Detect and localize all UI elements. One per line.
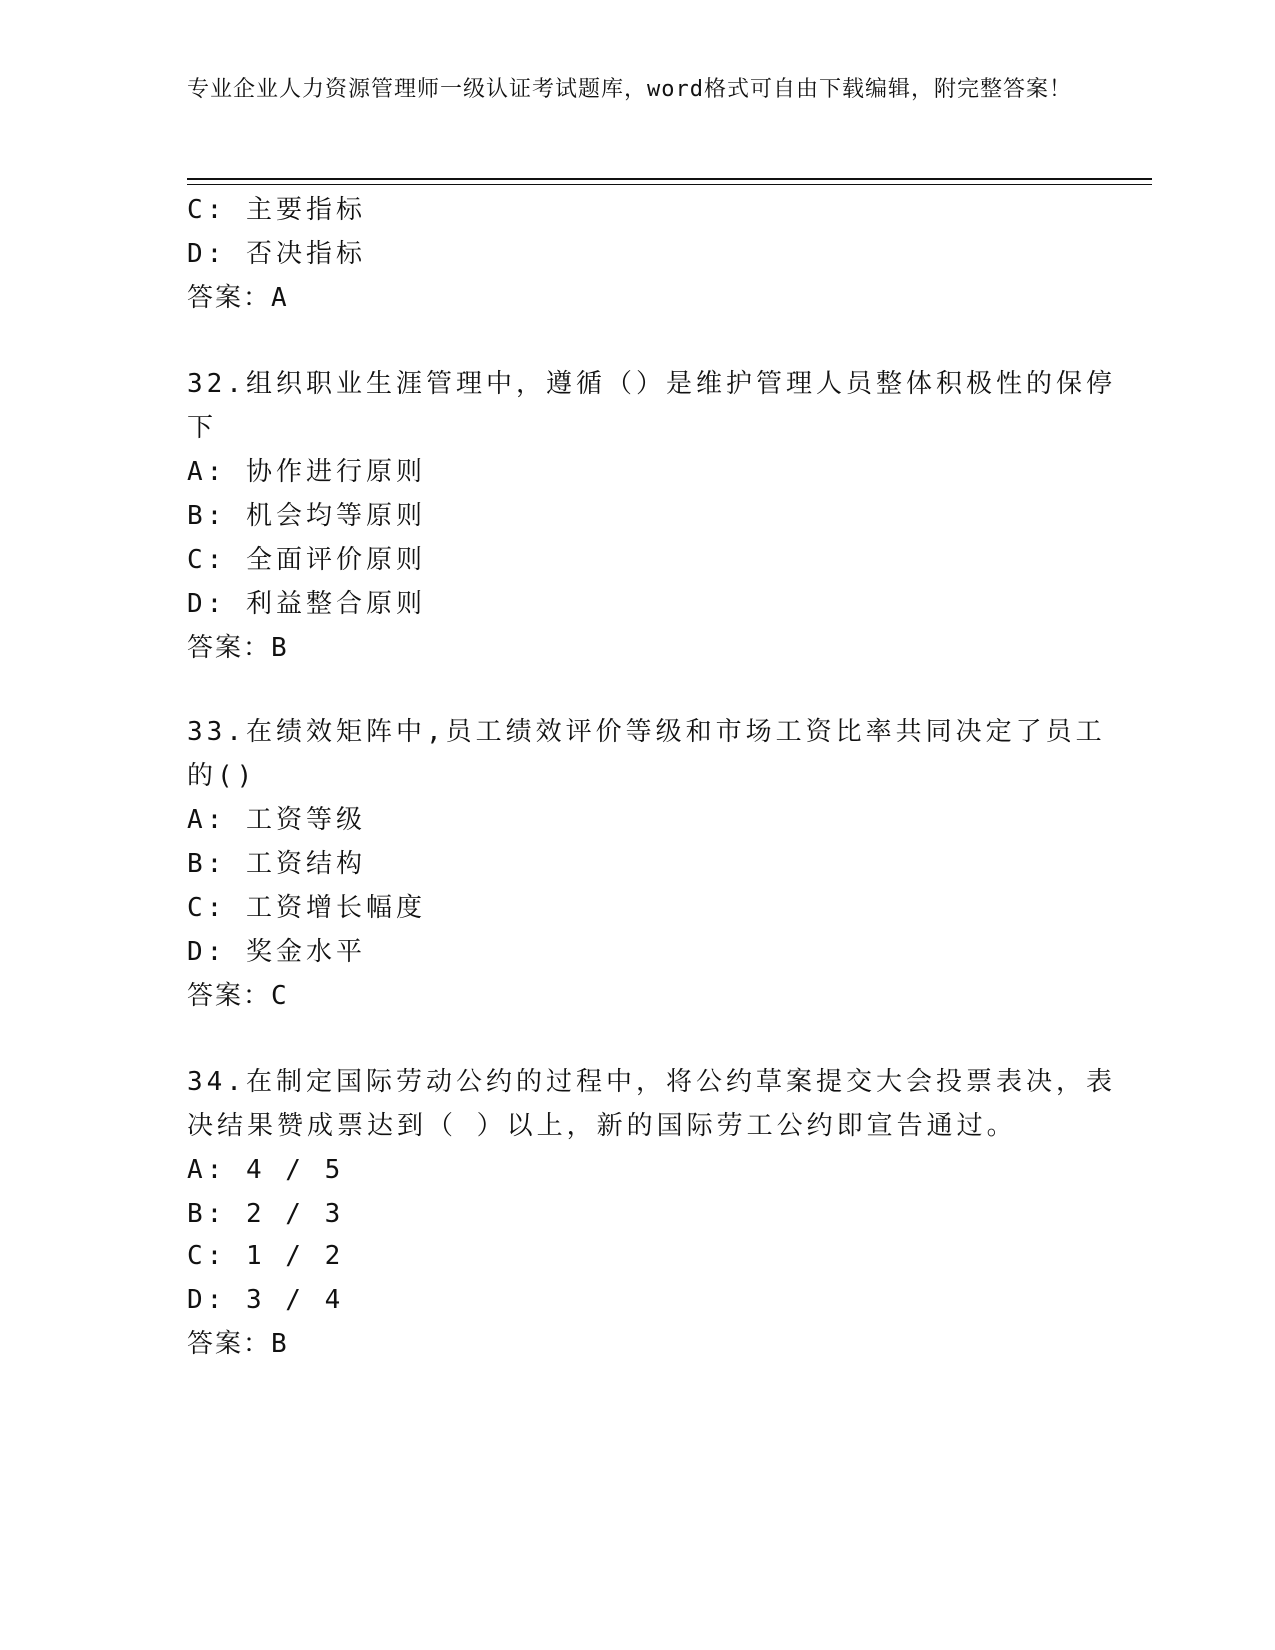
- question-34-option-c: C: 1 / 2: [187, 1241, 345, 1271]
- question-32-option-b: B: 机会均等原则: [187, 501, 426, 531]
- header-rule-thick: [187, 178, 1152, 180]
- answer-label: 答案：: [187, 981, 272, 1011]
- header-rule-thin: [187, 184, 1152, 185]
- question-34-text: 34.在制定国际劳动公约的过程中，将公约草案提交大会投票表决，表: [187, 1067, 1116, 1097]
- answer-value: B: [271, 633, 289, 663]
- question-34-text-cont: 决结果赞成票达到（ ）以上，新的国际劳工公约即宣告通过。: [187, 1111, 1017, 1141]
- answer-label: 答案：: [187, 1329, 272, 1359]
- question-33-option-c: C: 工资增长幅度: [187, 893, 426, 923]
- question-32-text-cont: 下: [187, 413, 218, 443]
- question-32-option-d: D: 利益整合原则: [187, 589, 426, 619]
- option-c: C: 主要指标: [187, 195, 366, 225]
- question-33-answer: [187, 976, 289, 1016]
- question-34-option-a: A: 4 / 5: [187, 1155, 345, 1185]
- question-33-option-b: B: 工资结构: [187, 849, 366, 879]
- question-32-option-c: C: 全面评价原则: [187, 545, 426, 575]
- answer-value: C: [271, 981, 289, 1011]
- answer-value: A: [271, 283, 289, 313]
- question-33-text: 33.在绩效矩阵中,员工绩效评价等级和市场工资比率共同决定了员工: [187, 717, 1106, 747]
- question-33-option-a: A: 工资等级: [187, 805, 366, 835]
- question-33-option-d: D: 奖金水平: [187, 937, 366, 967]
- question-34-option-d: D: 3 / 4: [187, 1285, 345, 1315]
- answer-value: B: [271, 1329, 289, 1359]
- answer-line: [187, 278, 289, 318]
- question-32-answer: [187, 628, 289, 668]
- question-32-option-a: A: 协作进行原则: [187, 457, 426, 487]
- document-header: 专业企业人力资源管理师一级认证考试题库，word格式可自由下载编辑，附完整答案！: [187, 77, 1072, 102]
- question-34-option-b: B: 2 / 3: [187, 1199, 345, 1229]
- option-d: D: 否决指标: [187, 239, 366, 269]
- question-33-text-cont: 的(): [187, 761, 257, 791]
- answer-label: 答案：: [187, 633, 272, 663]
- question-34-answer: [187, 1324, 289, 1364]
- answer-label: 答案：: [187, 283, 272, 313]
- question-32-text: 32.组织职业生涯管理中，遵循（）是维护管理人员整体积极性的保停: [187, 369, 1116, 399]
